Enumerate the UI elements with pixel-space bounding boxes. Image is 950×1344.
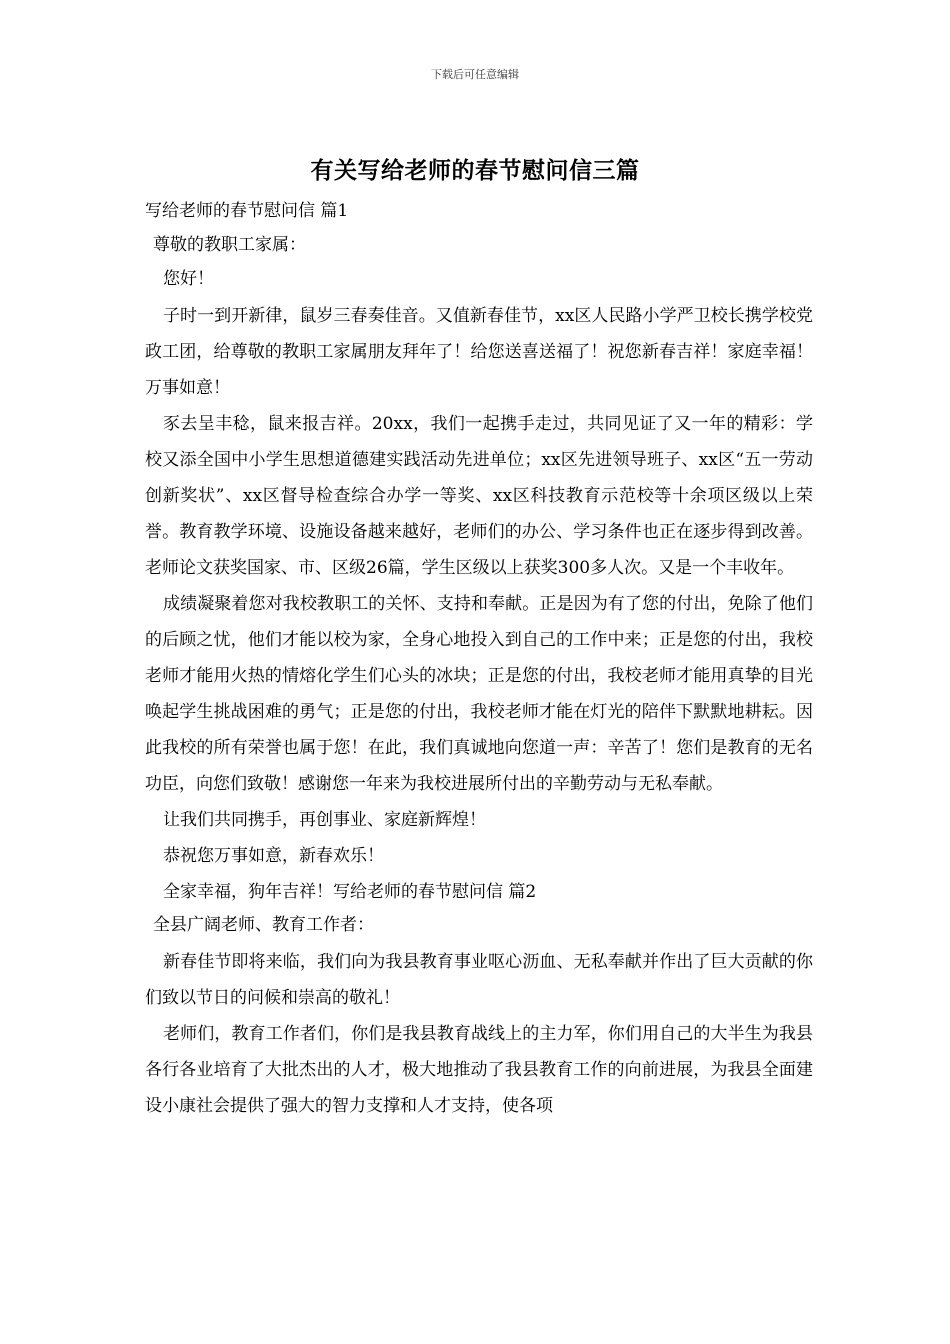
paragraph-4: 让我们共同携手，再创事业、家庭新辉煌！ — [163, 810, 486, 830]
paragraph-3: 成绩凝聚着您对我校教职工的关怀、支持和奉献。正是因为有了您的付出，免除了他们的后顾之忧，他们才能以校为家，全身心地投入到自己的工作中来；正是您的付出，我校老师才能用火热的情熔化学生们心头的冰块；正是您的付出，我校老师才能用真挚的目光唤起学生挑战困难的勇气；正是您的付出，我校老师才能在灯光的陪伴下默默地耕耘。因此我校的所有荣誉也属于您！在此，我们真诚地向您道一声：辛苦了！您们是教育的无名功臣，向您们致敬！感谢您一年来为我校进展所付出的辛勤劳动与无私奉献。 — [145, 594, 813, 794]
paragraph-1: 子时一到开新律，鼠岁三春奏佳音。又值新春佳节，xx区人民路小学严卫校长携学校党政工团，给尊敬的教职工家属朋友拜年了！给您送喜送福了！祝您新春吉祥！家庭幸福！万事如意！ — [145, 306, 813, 398]
paragraph-7: 新春佳节即将来临，我们向为我县教育事业呕心沥血、无私奉献并作出了巨大贡献的你们致以节日的问候和崇高的敬礼！ — [145, 952, 813, 1008]
paragraph-6: 全家幸福，狗年吉祥！写给老师的春节慰问信 篇2 — [163, 882, 537, 902]
paragraph-2: 豕去呈丰稔，鼠来报吉祥。20xx，我们一起携手走过，共同见证了又一年的精彩：学校又添全国中小学生思想道德建实践活动先进单位；xx区先进领导班子、xx区“五一劳动创新奖状”、xx区督导检查综合办学一等奖、xx区科技教育示范校等十余项区级以上荣誉。教育教学环境、设施设备越来越好，老师们的办公、学习条件也正在逐步得到改善。老师论文获奖国家、市、区级26篇，学生区级以上获奖300多人次。又是一个丰收年。 — [145, 414, 813, 578]
section-heading-1: 写给老师的春节慰问信 篇1 — [145, 201, 349, 221]
paragraph-8: 老师们，教育工作者们，你们是我县教育战线上的主力军，你们用自己的大半生为我县各行各业培育了大批杰出的人才，极大地推动了我县教育工作的向前进展，为我县全面建设小康社会提供了强大的智力支撑和人才支持，使各项 — [145, 1024, 813, 1116]
paragraph-5: 恭祝您万事如意，新春欢乐！ — [163, 846, 384, 866]
salutation-2: 全县广阔老师、教育工作者： — [153, 915, 374, 935]
document-body — [145, 196, 813, 1124]
greeting-1: 您好！ — [163, 269, 214, 289]
salutation-1: 尊敬的教职工家属： — [153, 235, 306, 255]
document-title: 有关写给老师的春节慰问信三篇 — [310, 158, 640, 184]
page-header-note: 下载后可任意编辑 — [431, 68, 519, 81]
